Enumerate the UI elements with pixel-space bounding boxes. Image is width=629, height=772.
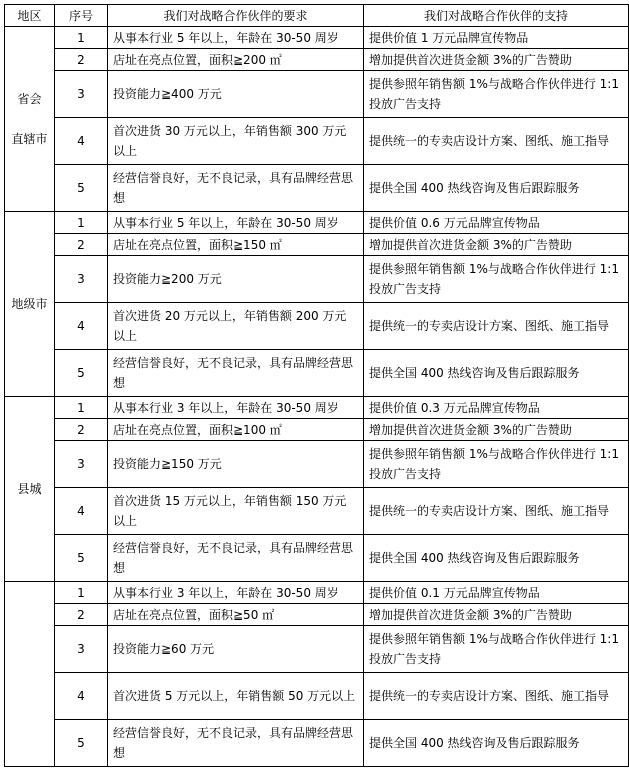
table-row	[5, 256, 629, 303]
row-index: 5	[55, 350, 108, 397]
requirement-cell: 投资能力≧400 万元	[108, 71, 364, 118]
support-cell: 提供参照年销售额 1%与战略合作伙伴进行 1:1 投放广告支持	[364, 441, 629, 488]
support-cell: 提供统一的专卖店设计方案、图纸、施工指导	[364, 303, 629, 350]
header-index: 序号	[55, 5, 108, 27]
row-index: 1	[55, 212, 108, 234]
row-index: 3	[55, 71, 108, 118]
support-cell: 增加提供首次进货金额 3%的广告赞助	[364, 234, 629, 256]
table-row	[5, 350, 629, 397]
row-index: 1	[55, 27, 108, 49]
region-cell	[5, 27, 55, 212]
support-cell: 提供参照年销售额 1%与战略合作伙伴进行 1:1 投放广告支持	[364, 626, 629, 673]
row-index: 3	[55, 626, 108, 673]
support-cell: 提供全国 400 热线咨询及售后跟踪服务	[364, 720, 629, 767]
requirement-cell: 经营信誉良好，无不良记录，具有品牌经营思想	[108, 720, 364, 767]
table-row	[5, 212, 629, 234]
support-cell: 增加提供首次进货金额 3%的广告赞助	[364, 604, 629, 626]
row-index: 1	[55, 582, 108, 604]
support-cell: 提供统一的专卖店设计方案、图纸、施工指导	[364, 488, 629, 535]
header-row	[5, 5, 629, 27]
requirement-cell: 经营信誉良好，无不良记录，具有品牌经营思想	[108, 535, 364, 582]
row-index: 4	[55, 488, 108, 535]
support-cell: 提供全国 400 热线咨询及售后跟踪服务	[364, 165, 629, 212]
row-index: 4	[55, 303, 108, 350]
table-row	[5, 303, 629, 350]
region-label: 省会	[17, 92, 42, 106]
requirement-cell: 经营信誉良好，无不良记录，具有品牌经营思想	[108, 165, 364, 212]
support-cell: 提供价值 0.1 万元品牌宣传物品	[364, 582, 629, 604]
header-region: 地区	[5, 5, 55, 27]
table-row	[5, 582, 629, 604]
group-provincial-capital	[5, 27, 629, 212]
support-cell: 提供价值 0.6 万元品牌宣传物品	[364, 212, 629, 234]
support-cell: 提供参照年销售额 1%与战略合作伙伴进行 1:1 投放广告支持	[364, 71, 629, 118]
row-index: 4	[55, 118, 108, 165]
support-cell: 提供统一的专卖店设计方案、图纸、施工指导	[364, 118, 629, 165]
requirement-cell: 首次进货 15 万元以上，年销售额 150 万元以上	[108, 488, 364, 535]
support-cell: 增加提供首次进货金额 3%的广告赞助	[364, 49, 629, 71]
row-index: 4	[55, 673, 108, 720]
row-index: 3	[55, 441, 108, 488]
requirement-cell: 首次进货 20 万元以上，年销售额 200 万元以上	[108, 303, 364, 350]
group-unlabeled	[5, 582, 629, 767]
requirement-cell: 店址在亮点位置，面积≧50 ㎡	[108, 604, 364, 626]
group-prefecture-city	[5, 212, 629, 397]
row-index: 5	[55, 165, 108, 212]
requirement-cell: 店址在亮点位置，面积≧200 ㎡	[108, 49, 364, 71]
table-row	[5, 165, 629, 212]
table-row	[5, 397, 629, 419]
row-index: 2	[55, 419, 108, 441]
table-row	[5, 673, 629, 720]
requirement-cell: 从事本行业 3 年以上，年龄在 30-50 周岁	[108, 397, 364, 419]
table-row	[5, 118, 629, 165]
header-requirement: 我们对战略合作伙伴的要求	[108, 5, 364, 27]
row-index: 5	[55, 720, 108, 767]
table-row	[5, 604, 629, 626]
table-row	[5, 419, 629, 441]
region-label: 地级市	[11, 297, 48, 311]
table-row	[5, 488, 629, 535]
requirement-cell: 从事本行业 5 年以上，年龄在 30-50 周岁	[108, 212, 364, 234]
requirement-cell: 投资能力≧60 万元	[108, 626, 364, 673]
table-row	[5, 441, 629, 488]
row-index: 2	[55, 49, 108, 71]
table-row	[5, 720, 629, 767]
requirement-cell: 店址在亮点位置，面积≧100 ㎡	[108, 419, 364, 441]
table-row	[5, 27, 629, 49]
row-index: 2	[55, 604, 108, 626]
header-support: 我们对战略合作伙伴的支持	[364, 5, 629, 27]
group-county-town	[5, 397, 629, 582]
requirement-cell: 投资能力≧150 万元	[108, 441, 364, 488]
table-row	[5, 49, 629, 71]
region-cell	[5, 212, 55, 397]
partnership-table	[4, 4, 629, 767]
row-index: 1	[55, 397, 108, 419]
support-cell: 提供全国 400 热线咨询及售后跟踪服务	[364, 350, 629, 397]
row-index: 2	[55, 234, 108, 256]
region-label: 直辖市	[11, 132, 48, 146]
requirement-cell: 首次进货 30 万元以上，年销售额 300 万元以上	[108, 118, 364, 165]
support-cell: 提供参照年销售额 1%与战略合作伙伴进行 1:1 投放广告支持	[364, 256, 629, 303]
support-cell: 提供价值 1 万元品牌宣传物品	[364, 27, 629, 49]
requirement-cell: 从事本行业 5 年以上，年龄在 30-50 周岁	[108, 27, 364, 49]
table-row	[5, 71, 629, 118]
requirement-cell: 投资能力≧200 万元	[108, 256, 364, 303]
support-cell: 提供统一的专卖店设计方案、图纸、施工指导	[364, 673, 629, 720]
row-index: 5	[55, 535, 108, 582]
requirement-cell: 从事本行业 3 年以上，年龄在 30-50 周岁	[108, 582, 364, 604]
table-row	[5, 626, 629, 673]
region-label: 县城	[17, 482, 42, 496]
table-row	[5, 234, 629, 256]
table-row	[5, 535, 629, 582]
requirement-cell: 首次进货 5 万元以上，年销售额 50 万元以上	[108, 673, 364, 720]
support-cell: 提供价值 0.3 万元品牌宣传物品	[364, 397, 629, 419]
support-cell: 增加提供首次进货金额 3%的广告赞助	[364, 419, 629, 441]
region-cell	[5, 397, 55, 582]
row-index: 3	[55, 256, 108, 303]
support-cell: 提供全国 400 热线咨询及售后跟踪服务	[364, 535, 629, 582]
requirement-cell: 经营信誉良好，无不良记录，具有品牌经营思想	[108, 350, 364, 397]
region-cell	[5, 582, 55, 767]
requirement-cell: 店址在亮点位置，面积≧150 ㎡	[108, 234, 364, 256]
